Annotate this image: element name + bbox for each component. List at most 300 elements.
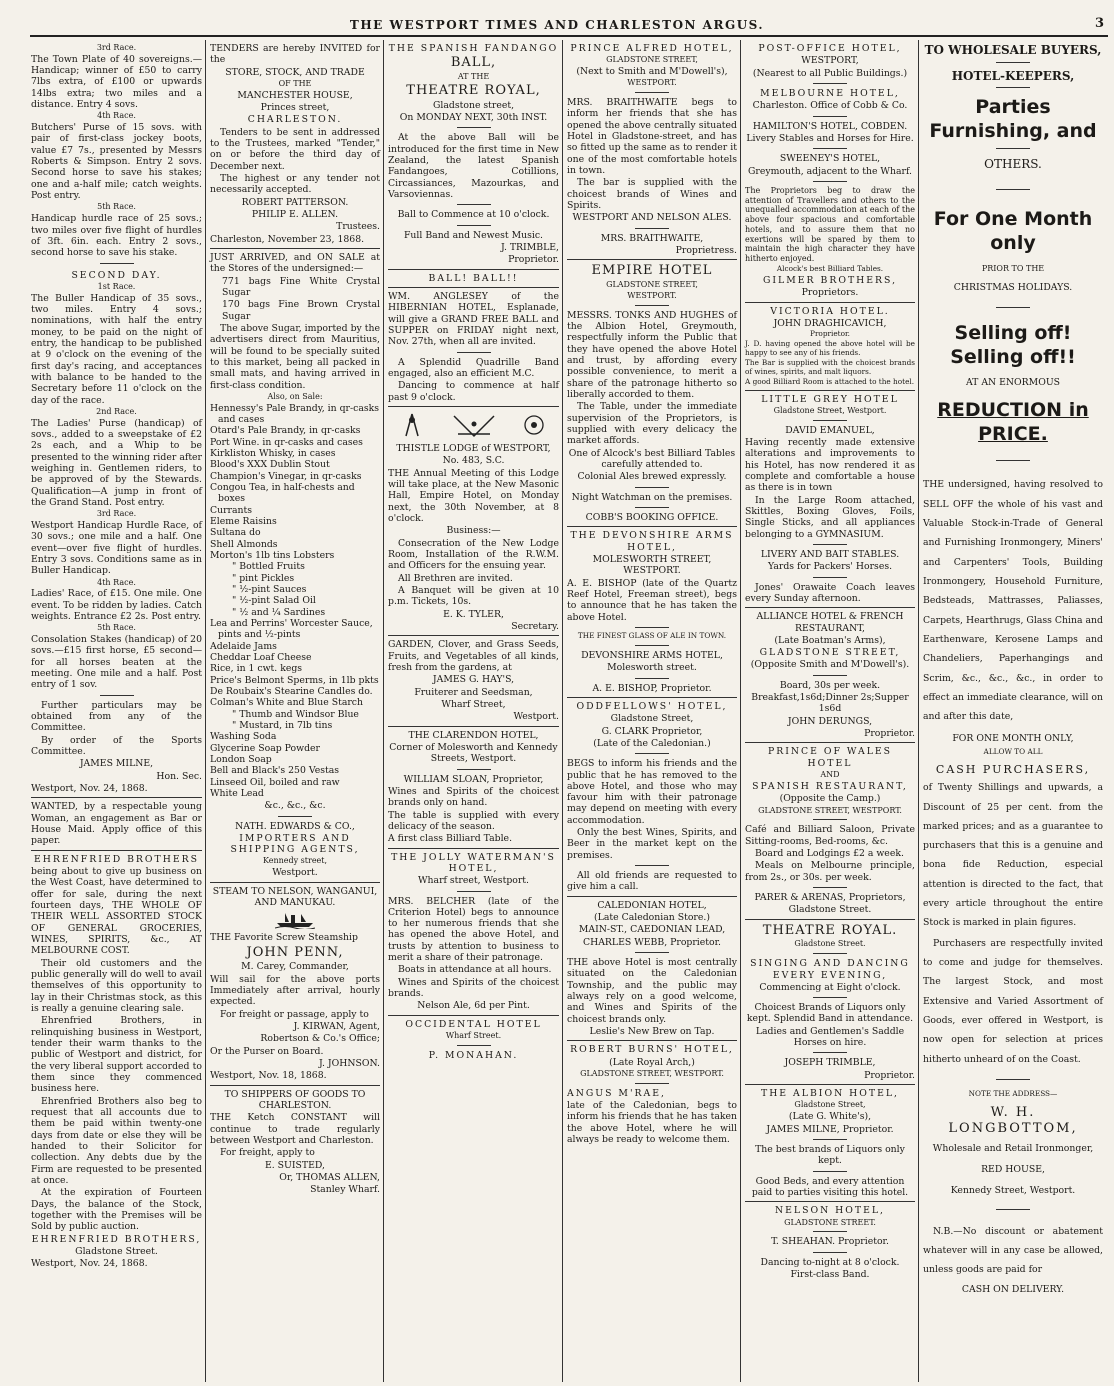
list-item: " ½ and ¼ Sardines	[232, 606, 326, 618]
ad-address: (Late Boatman's Arms),	[774, 634, 886, 646]
ad-text: Board, 30s per week.	[779, 679, 881, 691]
list-item: Lea and Perrins' Worcester Sauce, pints and ½-pints	[210, 617, 373, 641]
separator	[813, 953, 847, 954]
ad-item: 771 bags Fine White Crystal Sugar	[222, 275, 380, 298]
ad-text: Wines and Spirits of the choicest brands only on hand.	[388, 785, 559, 809]
ad-heading: MANCHESTER HOUSE,	[237, 89, 353, 101]
list-item: Price's Belmont Sperms, in 1lb pkts	[210, 674, 379, 686]
ad-heading: ODDFELLOWS' HOTEL,	[576, 700, 728, 712]
signature-address: Wharf Street,	[441, 698, 506, 710]
race-text: Handicap hurdle race of 25 sovs.; two miles over five flight of hurdles of 3ft. 6in. each. Entry 2 sovs., second horse to save his stake.	[31, 213, 202, 259]
column-1	[28, 40, 205, 1382]
separator	[635, 228, 669, 229]
ad-heading: MELBOURNE HOTEL,	[760, 87, 900, 99]
race-heading: 2nd Race.	[96, 406, 137, 416]
column-3	[385, 40, 562, 1382]
separator	[635, 645, 669, 646]
ad-text: For freight or passage, apply to	[220, 1008, 369, 1020]
separator	[996, 148, 1030, 149]
ad-subheading: CHRISTMAS HOLIDAYS.	[953, 281, 1073, 293]
signature-name: DAVID EMANUEL,	[785, 424, 875, 436]
race-text: The Buller Handicap of 35 sovs., two miles. Entry 4 sovs.; nominations, with half the entry money, to be paid on the night of entry, the handicap to be published at 9 o'clock on the evening of the first day's racing, and acceptances with balance to be handed to the Secretary before 11 o'clock on the day of the race.	[31, 292, 202, 406]
ad-text: A good Billiard Room is attached to the hotel.	[745, 376, 915, 386]
signature-address: Robertson & Co.'s Office;	[260, 1033, 380, 1045]
ad-rule	[388, 1015, 559, 1016]
signature-name: P. MONAHAN.	[428, 1049, 519, 1061]
list-item: " Bottled Fruits	[232, 561, 305, 573]
signature-title: Fruiterer and Seedsman,	[414, 686, 533, 698]
signature-title: Proprietor.	[508, 254, 559, 266]
ad-text: At the above Ball will be introduced for the first time in New Zealand, the latest Spanish Fandangoes, Cotillions, Circassiances, Mazourkas, and Varsoviennas.	[388, 132, 559, 201]
ad-heading: CHARLESTON.	[247, 114, 343, 126]
separator	[996, 307, 1030, 308]
signature-address: Stanley Wharf.	[310, 1184, 380, 1196]
separator	[457, 352, 491, 353]
ad-heading: OTHERS.	[984, 156, 1042, 171]
ad-text: GARDEN, Clover, and Grass Seeds, Fruits, and Vegetables of all kinds, fresh from the gardens, at	[388, 639, 559, 673]
separator	[635, 952, 669, 953]
signature-name: Or, THOMAS ALLEN,	[279, 1171, 380, 1183]
steamship-icon	[275, 911, 315, 929]
ad-address: GLADSTONE STREET, WESTPORT.	[758, 805, 902, 815]
ad-text: JUST ARRIVED, and ON SALE at the Stores of the undersigned:—	[210, 252, 380, 275]
ad-text: Meals on Melbourne principle, from 2s., or 30s. per week.	[745, 860, 915, 883]
ad-text: Having recently made extensive alterations and improvements to his Hotel, has now rendered it as complete and comfortable a house as there is in town	[745, 436, 915, 494]
ad-heading: THEATRE ROYAL.	[762, 922, 898, 938]
dateline: Westport, Nov. 18, 1868.	[210, 1070, 327, 1082]
ad-text: Good Beds, and every attention paid to parties visiting this hotel.	[751, 1175, 909, 1198]
ad-address: WESTPORT,	[801, 55, 859, 67]
signature-name: J. JOHNSON.	[319, 1058, 380, 1070]
ad-text: Board and Lodgings £2 a week.	[755, 847, 904, 859]
separator	[457, 891, 491, 892]
list-item: Port Wine. in qr-casks and cases	[210, 436, 363, 448]
separator	[813, 997, 847, 998]
ad-text: being about to give up business on the West Coast, have determined to offer for sale, during the next fourteen days, THE WHOLE OF THEIR WELL ASSORTED STOCK OF GENERAL GROCERIES, WINES, SPIRITS, &c., AT MELBOURNE COST.	[31, 866, 202, 957]
ship-name: JOHN PENN,	[246, 944, 344, 960]
signature-name: NATH. EDWARDS & CO.,	[235, 820, 355, 832]
list-item: Shell Almonds	[210, 538, 278, 550]
race-text: The Town Plate of 40 sovereigns.—Handicap; winner of £50 to carry 7lbs extra, of £100 or upwards 14lbs extra; two miles and a distance. Entry 4 sovs.	[31, 53, 202, 111]
ad-address: GLADSTONE STREET.	[784, 1217, 876, 1227]
separator	[813, 887, 847, 888]
ad-text: MRS. BELCHER (late of the Criterion Hotel) begs to announce to her numerous friends that she has opened the above Hotel, and trusts by attention to business to merit a share of their patronage.	[388, 895, 559, 964]
ad-text: THE above Hotel is most centrally situated on the Caledonian Township, and the public may always rely on a good welcome, and Wines and Spirits of the choicest brands only.	[567, 957, 737, 1025]
ad-address: Greymouth, adjacent to the Wharf.	[747, 165, 913, 177]
column-4	[564, 40, 740, 1382]
ad-heading: FOR ONE MONTH ONLY,	[952, 732, 1074, 744]
list-item: Otard's Pale Brandy, in qr-casks	[210, 425, 361, 437]
ad-text: late of the Caledonian, begs to inform his friends that he has taken the above Hotel, where he will always be ready to welcome them.	[567, 1100, 737, 1146]
signature-title: Trustees.	[336, 221, 380, 233]
list-item: London Soap	[210, 753, 272, 765]
ad-rule	[567, 896, 737, 897]
ad-text: THE Annual Meeting of this Lodge will take place, at the New Masonic Hall, Empire Hotel, on Monday next, the 30th November, at 8 o'clock.	[388, 467, 559, 524]
list-item: Blood's XXX Dublin Stout	[210, 459, 330, 471]
ad-text: Wines and Spirits of the choicest brands.	[388, 976, 559, 1000]
ad-heading: SPANISH RESTAURANT,	[752, 780, 908, 792]
ad-heading: BALL! BALL!!	[428, 272, 519, 284]
signature-title: Hon. Sec.	[156, 770, 202, 782]
ad-text: Tenders to be sent in addressed to the Trustees, marked "Tender," on or before the third day of December next.	[210, 126, 380, 172]
ad-address: (Opposite Smith and M'Dowell's).	[750, 659, 910, 671]
ad-rule	[567, 259, 737, 260]
signature-name: W. H. LONGBOTTOM,	[948, 1104, 1078, 1136]
ad-text: MESSRS. TONKS AND HUGHES of the Albion Hotel, Greymouth, respectfully inform the Public that they have opened the above Hotel and trust, by affording every possible convenience, to merit a share of the patronage hitherto so liberally accorded to them.	[567, 309, 737, 401]
ad-subheading: AND	[820, 770, 840, 780]
separator	[813, 819, 847, 820]
separator	[635, 92, 669, 93]
ad-heading: THE ALBION HOTEL,	[761, 1088, 899, 1100]
ad-heading: VICTORIA HOTEL.	[770, 305, 890, 317]
ad-text: Leslie's New Brew on Tap.	[589, 1026, 715, 1038]
ad-text: Commencing at Eight o'clock.	[759, 981, 901, 993]
ad-text: One of Alcock's best Billiard Tables carefully attended to.	[568, 447, 736, 471]
ad-heading: COBB'S BOOKING OFFICE.	[585, 512, 719, 524]
ad-rule	[567, 697, 737, 698]
list-item: " ½-pint Salad Oil	[232, 595, 316, 607]
ad-text: A first class Billiard Table.	[388, 833, 513, 845]
ad-heading: POST-OFFICE HOTEL,	[758, 43, 902, 54]
signature-title: Proprietor.	[864, 1069, 915, 1081]
list-item: Linseed Oil, boiled and raw	[210, 776, 340, 788]
separator	[635, 627, 669, 628]
signature-name: ROBERT PATTERSON.	[241, 196, 349, 208]
race-heading: 5th Race.	[97, 202, 136, 212]
ad-heading: LITTLE GREY HOTEL	[761, 393, 899, 405]
masonic-emblem-icon	[394, 410, 554, 440]
ad-rule	[210, 882, 380, 883]
ad-heading: PRINCE OF WALES HOTEL	[767, 746, 893, 769]
ad-text: Colonial Ales brewed expressly.	[577, 471, 727, 483]
ad-rule	[388, 726, 559, 727]
ad-subheading: Also, on Sale:	[267, 391, 323, 401]
ad-heading: THEATRE ROYAL,	[406, 82, 541, 98]
list-item: Glycerine Soap Powder	[210, 742, 320, 754]
ad-rule	[31, 850, 202, 851]
dateline: Charleston, November 23, 1868.	[210, 233, 365, 245]
ad-heading: PRINCE ALFRED HOTEL,	[570, 43, 734, 54]
list-item: Cheddar Loaf Cheese	[210, 651, 312, 663]
ad-heading: STORE, STOCK, AND TRADE	[225, 66, 365, 78]
ad-text: Their old customers and the public generally will do well to avail themselves of this opportunity to lay in their Christmas stock, as this is really a genuine clearing sale.	[31, 957, 202, 1014]
signature-name: G. CLARK Proprietor,	[601, 725, 703, 737]
separator	[996, 87, 1030, 88]
signature-title: Wholesale and Retail Ironmonger,	[932, 1142, 1094, 1154]
ad-rule	[745, 302, 915, 303]
ad-heading: DEVONSHIRE ARMS HOTEL,	[581, 649, 723, 661]
ad-text: All old friends are requested to give him a call.	[567, 870, 737, 893]
ad-heading: THE SPANISH FANDANGO	[388, 43, 559, 54]
separator	[457, 127, 491, 128]
ad-subheading: WESTPORT.	[627, 78, 677, 88]
ad-heading: HAMILTON'S HOTEL, COBDEN.	[752, 120, 908, 132]
ad-text: Night Watchman on the premises.	[571, 491, 733, 503]
separator	[813, 116, 847, 117]
signature-title: Proprietor.	[864, 728, 915, 740]
ad-rule	[210, 248, 380, 249]
ad-text: A Splendid Quadrille Band engaged, also an efficient M.C.	[388, 356, 559, 380]
signature-name: JAMES MILNE,	[79, 758, 154, 770]
signature-address: RED HOUSE,	[981, 1164, 1045, 1176]
ad-text: The Table, under the immediate supervision of the Proprietors, is supplied with every delicacy the market affords.	[567, 401, 737, 447]
ad-address: Gladstone Street.	[794, 939, 866, 949]
ad-address: Gladstone Street,	[794, 1100, 866, 1110]
ad-item: 170 bags Fine Brown Crystal Sugar	[222, 299, 380, 322]
ad-address: Gladstone Street, Westport.	[773, 405, 887, 415]
ad-text: For freight, apply to	[220, 1147, 315, 1159]
ad-text: The bar is supplied with the choicest brands of Wines and Spirits.	[567, 177, 737, 212]
ad-text: At the expiration of Fourteen Days, the balance of the Stock, together with the Premises will be Sold by public auction.	[31, 1187, 202, 1233]
column-2	[207, 40, 383, 1382]
race-text: The Ladies' Purse (handicap) of sovs., added to a sweepstake of £2 2s each, and a Whip to be presented to the winning rider after weighing in. Gentlemen riders, to be approved of by the Stewards. Qualification—A jump in front of the Grand Stand. Post entry.	[31, 417, 202, 508]
ad-text: Jones' Orawaite Coach leaves every Sunday afternoon.	[745, 581, 915, 604]
signature-title: Proprietress.	[675, 245, 737, 257]
ad-heading: GLADSTONE STREET,	[759, 647, 901, 659]
signature-name: JAMES G. HAY'S,	[432, 674, 515, 686]
ad-address: (Late G. White's),	[788, 1111, 872, 1123]
ad-address: Molesworth street.	[607, 662, 697, 674]
signature-name: E. K. TYLER,	[443, 608, 504, 620]
list-item: " Mustard, in 7lb tins	[232, 719, 333, 731]
column-5	[742, 40, 918, 1382]
ad-date: On MONDAY NEXT, 30th INST.	[399, 112, 548, 124]
separator	[635, 753, 669, 754]
column-rule	[383, 40, 384, 1382]
ad-heading: THE JOLLY WATERMAN'S HOTEL,	[391, 851, 556, 874]
separator	[813, 148, 847, 149]
notice-text: Further particulars may be obtained from any of the Committee.	[31, 699, 202, 734]
ad-heading: ROBERT BURNS' HOTEL,	[570, 1044, 734, 1056]
separator	[813, 675, 847, 676]
ad-text: THE FINEST GLASS OF ALE IN TOWN.	[577, 630, 727, 640]
ad-heading: THISTLE LODGE of WESTPORT,	[396, 443, 551, 455]
list-item: Congou Tea, in half-chests and boxes	[210, 481, 355, 505]
ad-text: Alcock's best Billiard Tables.	[776, 263, 884, 273]
separator	[457, 225, 491, 226]
signature-name: CHARLES WEBB, Proprietor.	[582, 936, 721, 948]
race-text: Westport Handicap Hurdle Race, of 30 sovs.; one mile and a half. One event—over five flight of hurdles. Entry 3 sovs. Conditions same as in Buller Handicap.	[31, 519, 202, 577]
separator	[635, 865, 669, 866]
list-item: Colman's White and Blue Starch	[210, 697, 363, 709]
ad-heading: ANGUS M'RAE,	[567, 1087, 666, 1099]
ad-address: Gladstone Street,	[610, 713, 694, 725]
signature-name: PARER & ARENAS, Proprietors,	[754, 891, 906, 903]
ad-heading: CALEDONIAN HOTEL,	[597, 899, 707, 911]
signature-name: WILLIAM SLOAN, Proprietor,	[403, 773, 544, 785]
ad-rule	[567, 1040, 737, 1041]
wanted-ad: WANTED, by a respectable young Woman, an engagement as Bar or House Maid. Apply office of this paper.	[31, 801, 202, 847]
list-item: Eleme Raisins	[210, 515, 277, 527]
ad-subheading: GLADSTONE STREET,	[606, 55, 698, 65]
signature-address: Westport.	[513, 711, 559, 723]
race-text: Consolation Stakes (handicap) of 20 sovs.—£15 first horse, £5 second—for all horses beaten at the meeting. One mile and a half. Post entry of 1 sov.	[31, 634, 202, 691]
ad-text: Yards for Packers' Horses.	[767, 561, 893, 573]
signature-name: JOSEPH TRIMBLE,	[784, 1057, 876, 1069]
ad-heading: NELSON HOTEL,	[774, 1205, 886, 1217]
ad-heading: THE DEVONSHIRE ARMS HOTEL,	[570, 530, 734, 553]
ad-text: THE Ketch CONSTANT will continue to trade regularly between Westport and Charleston.	[210, 1112, 380, 1146]
ad-text: In the Large Room attached, Skittles, Boxing Gloves, Foils, Single Sticks, and all appliances belonging to a GYMNASIUM.	[745, 494, 915, 540]
ad-address: (Nearest to all Public Buildings.)	[752, 67, 908, 79]
ad-text: (Late of the Caledonian.)	[593, 737, 711, 749]
ad-text: Only the best Wines, Spirits, and Beer in the market kept on the premises.	[567, 827, 737, 861]
ad-text: Ehrenfried Brothers also beg to request that all accounts due to them be paid within twenty-one days from date or else they will be handed to their Solicitor for collection. Any debts due by the Firm are requested to be presented at once.	[31, 1095, 202, 1186]
ad-heading: OCCIDENTAL HOTEL	[405, 1018, 542, 1030]
ad-heading: IMPORTERS AND SHIPPING AGENTS,	[230, 832, 360, 856]
masthead	[0, 0, 1114, 42]
ad-address: (Late Caledonian Store.)	[594, 912, 710, 924]
list-item: Washing Soda	[210, 731, 277, 743]
ad-text: J. D. having opened the above hotel will be happy to see any of his friends.	[745, 339, 915, 357]
ad-address: Gladstone street,	[432, 99, 515, 111]
ad-rule	[388, 406, 559, 407]
column-6	[920, 40, 1106, 1382]
signature-name: JOHN DERUNGS,	[787, 715, 873, 727]
separator	[813, 83, 847, 84]
masthead-rule	[30, 35, 1108, 37]
ad-text: A Banquet will be given at 10 p.m. Tickets, 10s.	[388, 584, 559, 608]
separator	[100, 695, 134, 696]
ad-heading: EMPIRE HOTEL	[591, 263, 713, 279]
separator	[635, 1083, 669, 1084]
separator	[635, 305, 669, 306]
ad-heading: TO SHIPPERS OF GOODS TO CHARLESTON.	[224, 1088, 366, 1112]
ad-rule	[31, 797, 202, 798]
separator	[635, 507, 669, 508]
ad-heading: REDUCTION in PRICE.	[937, 398, 1089, 445]
ad-text: BEGS to inform his friends and the public that he has removed to the above Hotel, and those who may favour him with their patronage may depend on meeting with every accommodation.	[567, 758, 737, 826]
ad-text: Purchasers are respectfully invited to come and judge for themselves. The largest Stock, and most Extensive and Varied Assortment of Goods, ever offered in Westport, is now open for selection at prices hitherto unheard of on the Coast.	[923, 937, 1103, 1065]
ad-text: Café and Billiard Saloon, Private Sitting-rooms, Bed-rooms, &c.	[745, 824, 915, 847]
race-text: Ladies' Race, of £15. One mile. One event. To be ridden by ladies. Catch weights. Entrance £2 2s. Post entry.	[31, 588, 202, 623]
column-rule	[205, 40, 206, 1382]
ad-text: N.B.—No discount or abatement whatever will in any case be allowed, unless goods are paid for	[923, 1225, 1103, 1276]
tender-notice-intro: TENDERS are hereby INVITED for the	[210, 43, 380, 66]
separator	[813, 1139, 847, 1140]
separator	[996, 460, 1030, 461]
ad-rule	[388, 287, 559, 288]
column-rule	[740, 40, 741, 1382]
ad-heading: For One Month only	[933, 208, 1093, 255]
ad-heading: THE CLARENDON HOTEL,	[408, 729, 539, 741]
list-item: White Lead	[210, 787, 264, 799]
ad-text: The highest or any tender not necessarily accepted.	[210, 173, 380, 196]
ad-address: Princes street,	[260, 102, 330, 114]
ad-text: Consecration of the New Lodge Room, Installation of the R.W.M. and Officers for the ensuing year.	[388, 537, 559, 572]
ad-subheading: AT AN ENORMOUS	[965, 377, 1061, 389]
ad-text: A. E. BISHOP (late of the Quartz Reef Hotel, Freeman street), begs to announce that he has taken the above Hotel.	[567, 577, 737, 623]
list-item: Morton's 1lb tins Lobsters	[210, 549, 335, 561]
separator	[813, 1171, 847, 1172]
ad-text: First-class Band.	[790, 1268, 870, 1280]
list-item: " pint Pickles	[232, 572, 295, 584]
ad-subheading: No. 483, S.C.	[442, 455, 505, 467]
signature-title: Proprietor.	[810, 329, 850, 339]
ad-text: Dancing to-night at 8 o'clock.	[760, 1256, 900, 1268]
list-item: " ½-pint Sauces	[232, 583, 307, 595]
ad-text: Choicest Brands of Liquors only kept. Splendid Band in attendance.	[746, 1002, 914, 1025]
ad-heading: SINGING AND DANCING EVERY EVENING,	[750, 958, 910, 981]
race-heading: 5th Race.	[97, 623, 136, 633]
signature-name: T. SHEAHAN. Proprietor.	[771, 1236, 889, 1248]
ad-heading: ALLIANCE HOTEL & FRENCH RESTAURANT,	[756, 611, 904, 634]
list-item: Rice, in 1 cwt. kegs	[210, 663, 303, 675]
ad-text: The table is supplied with every delicacy of the season.	[388, 809, 559, 832]
ad-rule	[745, 919, 915, 920]
ad-rule	[210, 1085, 380, 1086]
dateline: Westport, Nov. 24, 1868.	[31, 1258, 148, 1270]
ad-text: Ehrenfried Brothers, in relinquishing business in Westport, tender their warm thanks to the public of Westport and district, for the very liberal support accorded to them since they commenced business here.	[31, 1015, 202, 1095]
ad-rule	[388, 269, 559, 270]
ad-rule	[745, 1201, 915, 1202]
ad-address: (Late Royal Arch,)	[609, 1056, 695, 1068]
ad-heading: TO WHOLESALE BUYERS,	[924, 43, 1102, 57]
race-heading: 4th Race.	[97, 111, 136, 121]
signature-name: GILMER BROTHERS,	[762, 274, 898, 286]
ad-text: Will sail for the above ports Immediately after arrival, hourly expected.	[210, 973, 380, 1008]
ad-rule	[388, 848, 559, 849]
ad-heading: HOTEL-KEEPERS,	[951, 68, 1075, 83]
separator	[813, 420, 847, 421]
separator	[813, 1252, 847, 1253]
list-item: Adelaide Jams	[210, 640, 277, 652]
separator	[813, 1052, 847, 1053]
separator	[813, 1231, 847, 1232]
signature-name: MRS. BRAITHWAITE,	[600, 232, 704, 244]
ad-heading: BALL,	[450, 55, 497, 71]
separator	[996, 1079, 1030, 1080]
ad-address: Wharf street, Westport.	[417, 875, 530, 887]
ad-address: Charleston. Office of Cobb & Co.	[752, 100, 908, 112]
page-number: 3	[1094, 16, 1104, 31]
ad-address: Livery Stables and Horses for Hire.	[746, 132, 914, 144]
ad-text: Boats in attendance at all hours.	[398, 964, 552, 976]
list-item: Hennessy's Pale Brandy, in qr-casks and cases	[210, 402, 380, 426]
separator	[635, 678, 669, 679]
ad-subheading: OF THE	[278, 78, 312, 88]
notice-text: By order of the Sports Committee.	[31, 734, 202, 758]
ad-heading: CASH ON DELIVERY.	[961, 1283, 1065, 1295]
ad-address: GLADSTONE STREET, WESTPORT.	[580, 1069, 724, 1079]
ad-heading: LIVERY AND BAIT STABLES.	[760, 548, 900, 560]
ad-address: MAIN-ST., CAEDONIAN LEAD,	[578, 924, 726, 936]
ad-rule	[745, 742, 915, 743]
ad-address: Kennedy street,	[262, 856, 328, 866]
ad-text: WM. ANGLESEY of the HIBERNIAN HOTEL, Esplanade, will give a GRAND FREE BALL and SUPPER on FRIDAY night next, Nov. 27th, when all are invited.	[388, 291, 559, 348]
race-heading: 3rd Race.	[96, 43, 137, 52]
race-text: Butchers' Purse of 15 sovs. with pair of first-class jockey boots, value £7 7s., presented by Messrs Roberts & Simpson. Entry 2 sovs. Second horse to save his stakes; one and a-half mile; catch weights. Post entry.	[31, 122, 202, 202]
ad-address: MOLESWORTH STREET, WESTPORT.	[592, 554, 712, 577]
separator	[635, 487, 669, 488]
ad-subheading: NOTE THE ADDRESS—	[968, 1089, 1058, 1099]
list-item: Sultana do	[210, 527, 261, 539]
column-rule	[562, 40, 563, 1382]
ad-subheading: Business:—	[446, 525, 501, 537]
separator	[996, 189, 1030, 190]
ad-text: Ladies and Gentlemen's Saddle Horses on hire.	[755, 1025, 905, 1049]
dateline: Westport, Nov. 24, 1868.	[31, 783, 148, 795]
ad-address: (Opposite the Camp.)	[779, 793, 881, 805]
ad-heading: CASH PURCHASERS,	[935, 762, 1091, 776]
ad-text: The Bar is supplied with the choicest brands of wines, spirits, and malt liquors.	[745, 357, 915, 376]
separator	[996, 1209, 1030, 1210]
separator	[457, 1045, 491, 1046]
ad-address: Westport.	[272, 867, 318, 879]
list-item: Kirkliston Whisky, in cases	[210, 448, 336, 459]
ad-text: Dancing to commence at half past 9 o'clock.	[388, 380, 559, 403]
race-heading: 1st Race.	[97, 281, 136, 291]
